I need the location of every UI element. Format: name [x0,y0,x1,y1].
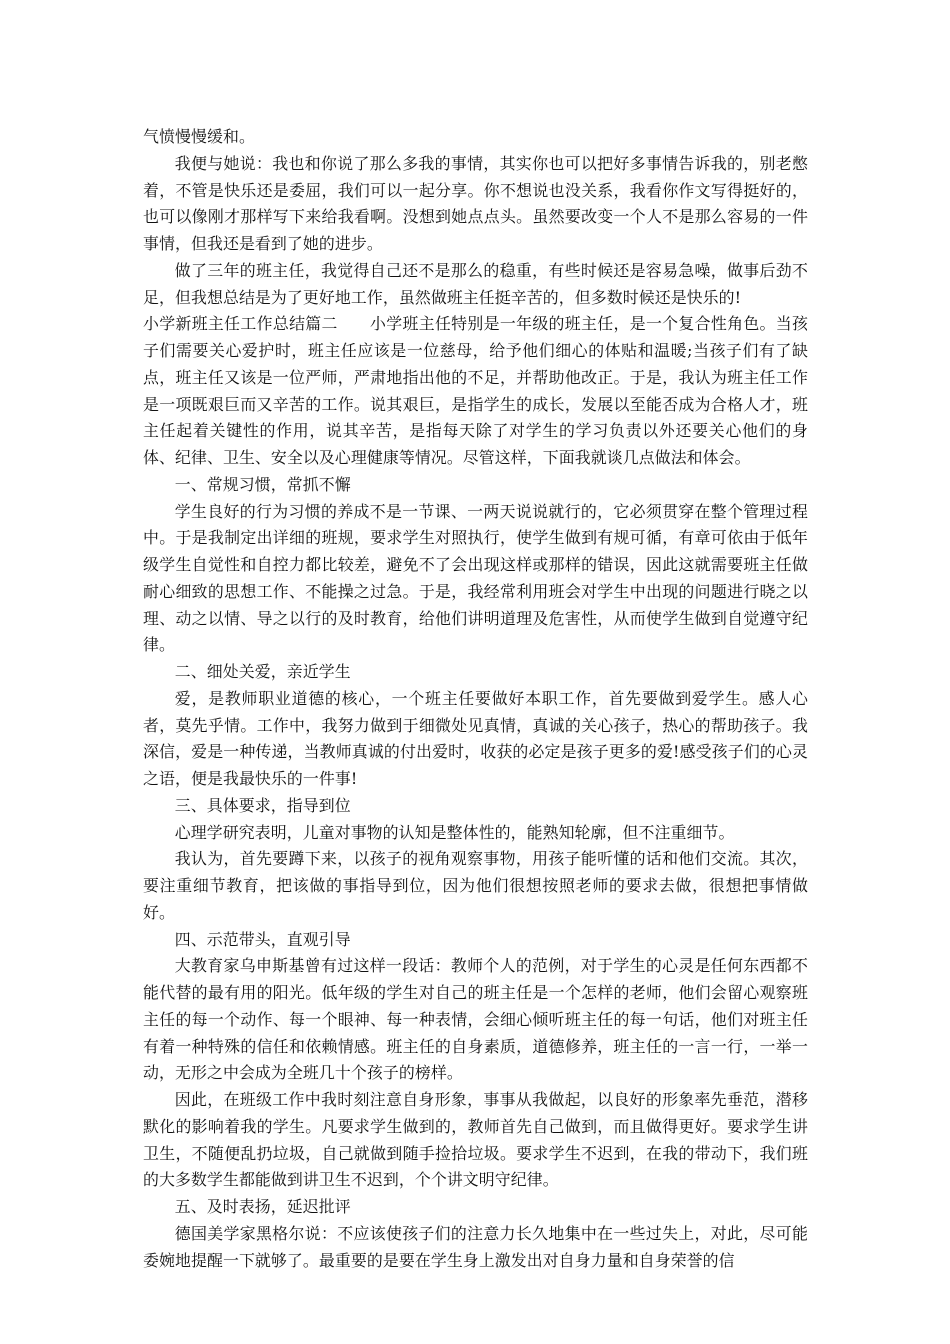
section-intro-paragraph [143,311,808,472]
paragraph: 因此，在班级工作中我时刻注意自身形象，事事从我做起，以良好的形象率先垂范，潜移默化的影响着我的学生。凡要求学生做到的，教师首先自己做到，而且做得更好。要求学生讲卫生，不随便乱扔垃圾，自己就做到随手捡拾垃圾。要求学生不迟到，在我的带动下，我们班的大多数学生都能做到讲卫生不迟到，个个讲文明守纪律。 [143,1090,808,1190]
heading-3: 三、具体要求，指导到位 [174,795,351,815]
paragraph: 大教育家乌申斯基曾有过这样一段话：教师个人的范例，对于学生的心灵是任何东西都不能代替的最有用的阳光。低年级的学生对自己的班主任是一个怎样的老师，他们会留心观察班主任的每一个动作、每一个眼神、每一种表情，会细心倾听班主任的每一句话，他们对班主任有着一种特殊的信任和依赖情感。班主任的自身素质，道德修养，班主任的一言一行，一举一动，无形之中会成为全班几十个孩子的榜样。 [143,956,808,1083]
paragraph: 德国美学家黑格尔说：不应该使孩子们的注意力长久地集中在一些过失上，对此，尽可能委婉地提醒一下就够了。最重要的是要在学生身上激发出对自身力量和自身荣誉的信 [143,1223,808,1270]
paragraph: 学生良好的行为习惯的养成不是一节课、一两天说说就行的，它必须贯穿在整个管理过程中。于是我制定出详细的班规，要求学生对照执行，使学生做到有规可循，有章可依由于低年级学生自觉性和自控力都比较差，避免不了会出现这样或那样的错误，因此这就需要班主任做耐心细致的思想工作、不能操之过急。于是，我经常利用班会对学生中出现的问题进行晓之以理、动之以情、导之以行的及时教育，给他们讲明道理及危害性，从而使学生做到自觉遵守纪律。 [143,501,808,655]
paragraph: 心理学研究表明，儿童对事物的认知是整体性的，能熟知轮廓，但不注重细节。 [174,822,735,842]
document-body [143,124,808,1274]
paragraph: 爱，是教师职业道德的核心，一个班主任要做好本职工作，首先要做到爱学生。感人心者，莫先乎情。工作中，我努力做到于细微处见真情，真诚的关心孩子，热心的帮助孩子。我深信，爱是一种传递，当教师真诚的付出爱时，收获的必定是孩子更多的爱!感受孩子们的心灵之语，便是我最快乐的一件事! [143,688,808,788]
section-intro-text: 小学班主任特别是一年级的班主任，是一个复合性角色。当孩子们需要关心爱护时，班主任应该是一位慈母，给予他们细心的体贴和温暖;当孩子们有了缺点，班主任又该是一位严师，严肃地指出他的不足，并帮助他改正。于是，我认为班主任工作是一项既艰巨而又辛苦的工作。说其艰巨，是指学生的成长，发展以至能否成为合格人才，班主任起着关键性的作用，说其辛苦，是指每天除了对学生的学习负责以外还要关心他们的身体、纪律、卫生、安全以及心理健康等情况。尽管这样，下面我就谈几点做法和体会。 [143,314,809,467]
heading-4: 四、示范带头，直观引导 [174,929,351,949]
paragraph: 做了三年的班主任，我觉得自己还不是那么的稳重，有些时候还是容易急噪，做事后劲不足，但我想总结是为了更好地工作，虽然做班主任挺辛苦的，但多数时候还是快乐的! [143,260,808,307]
paragraph: 我认为，首先要蹲下来，以孩子的视角观察事物，用孩子能听懂的话和他们交流。其次，要注重细节教育，把该做的事指导到位，因为他们很想按照老师的要求去做，很想把事情做好。 [143,849,808,922]
heading-2: 二、细处关爱，亲近学生 [174,662,351,681]
paragraph: 我便与她说：我也和你说了那么多我的事情，其实你也可以把好多事情告诉我的，别老憋着，不管是快乐还是委屈，我们可以一起分享。你不想说也没关系，我看你作文写得挺好的，也可以像刚才那样写下来给我看啊。没想到她点点头。虽然要改变一个人不是那么容易的一件事情，但我还是看到了她的进步。 [143,153,808,253]
heading-1: 一、常规习惯，常抓不懈 [174,474,351,494]
paragraph-continuation: 气愤慢慢缓和。 [143,127,255,146]
heading-5: 五、及时表扬，延迟批评 [174,1197,351,1216]
section-title: 小学新班主任工作总结篇二 [143,314,338,334]
